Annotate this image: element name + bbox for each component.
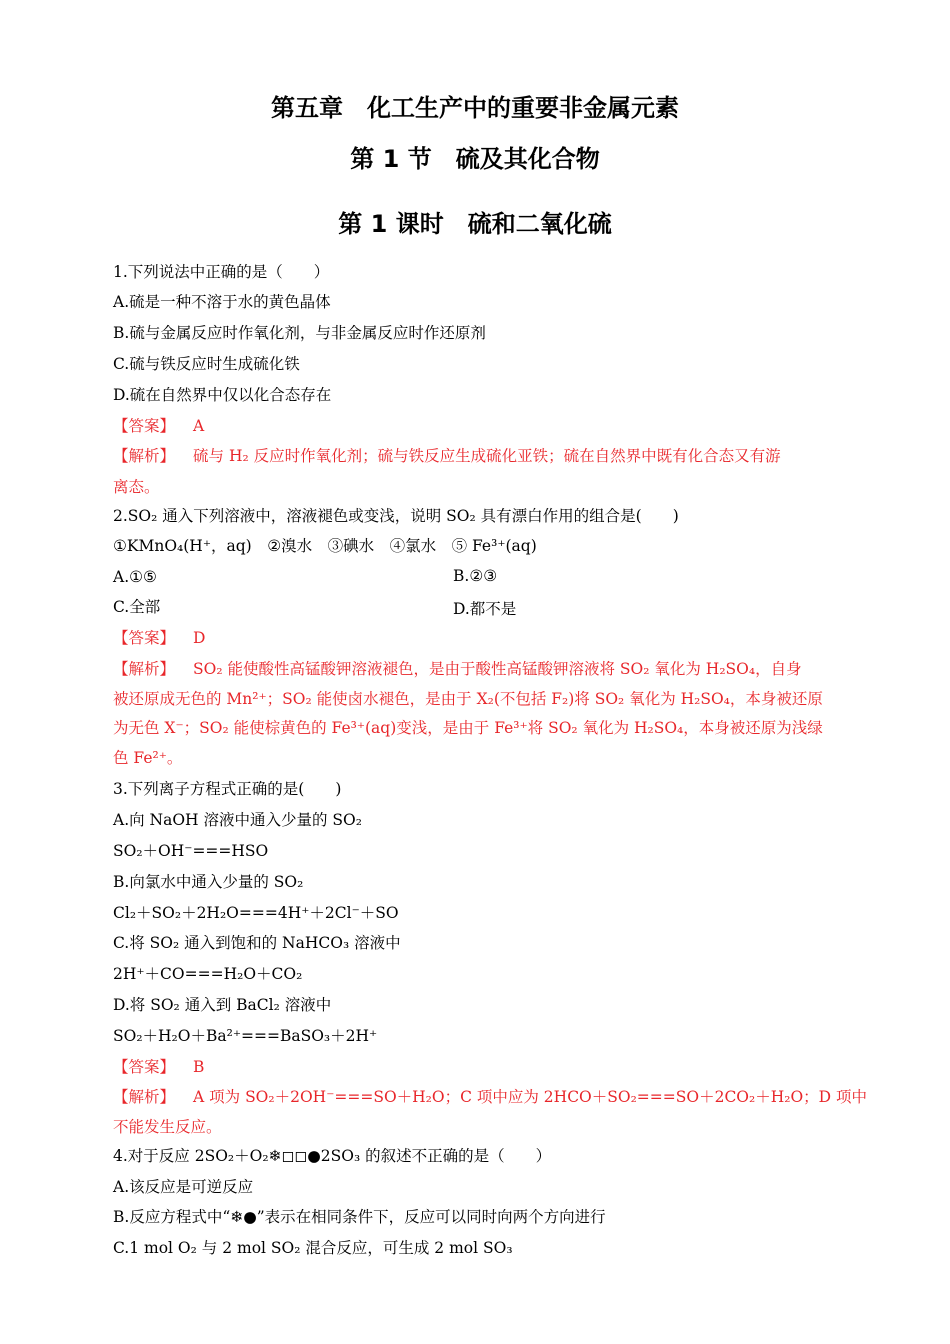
q2-option-d: D.都不是	[453, 600, 517, 618]
q2-stem: 2.SO₂ 通入下列溶液中，溶液褪色或变浅，说明 SO₂ 具有漂白作用的组合是( )	[113, 507, 679, 525]
q3-option-c: C.将 SO₂ 通入到饱和的 NaHCO₃ 溶液中	[113, 934, 401, 952]
q2-option-a: A.①⑤	[113, 568, 157, 586]
q1-option-d: D.硫在自然界中仅以化合态存在	[113, 386, 332, 404]
answer-label: 【答案】	[113, 1058, 176, 1076]
q1-answer	[113, 416, 204, 436]
q2-option-b: B.②③	[453, 567, 498, 585]
q3-equation-a: SO₂＋OH⁻===HSO	[113, 842, 269, 860]
analysis-label: 【解析】	[113, 447, 176, 465]
q4-stem: 4.对于反应 2SO₂＋O₂❄◻◻●2SO₃ 的叙述不正确的是（ ）	[113, 1147, 552, 1165]
q2-answer	[113, 628, 205, 648]
q3-option-a: A.向 NaOH 溶液中通入少量的 SO₂	[113, 811, 362, 829]
q4-option-b: B.反应方程式中“❄●”表示在相同条件下，反应可以同时向两个方向进行	[113, 1208, 606, 1226]
q1-option-c: C.硫与铁反应时生成硫化铁	[113, 355, 300, 373]
q2-answer-value: D	[193, 629, 206, 647]
q3-option-b: B.向氯水中通入少量的 SO₂	[113, 873, 304, 891]
q3-option-d: D.将 SO₂ 通入到 BaCl₂ 溶液中	[113, 996, 332, 1014]
q2-analysis-line-1	[113, 659, 802, 679]
q2-analysis-line-4: 色 Fe²⁺。	[113, 749, 183, 767]
q3-answer	[113, 1057, 204, 1077]
q2-options-list: ①KMnO₄(H⁺，aq) ②溴水 ③碘水 ④氯水 ⑤ Fe³⁺(aq)	[113, 537, 537, 555]
q2-option-c: C.全部	[113, 598, 161, 616]
q3-equation-b: Cl₂＋SO₂＋2H₂O===4H⁺＋2Cl⁻＋SO	[113, 904, 399, 922]
chapter-title: 第五章 化工生产中的重要非金属元素	[271, 94, 679, 122]
q3-analysis-line-1	[113, 1087, 867, 1107]
q2-analysis-text-1: SO₂ 能使酸性高锰酸钾溶液褪色，是由于酸性高锰酸钾溶液将 SO₂ 氧化为 H₂SO₄，自身	[193, 660, 802, 678]
q3-stem: 3.下列离子方程式正确的是( )	[113, 780, 342, 798]
q1-option-a: A.硫是一种不溶于水的黄色晶体	[113, 293, 331, 311]
lesson-title: 第 1 课时 硫和二氧化硫	[338, 210, 612, 238]
q4-option-c: C.1 mol O₂ 与 2 mol SO₂ 混合反应，可生成 2 mol SO₃	[113, 1239, 513, 1257]
q1-stem: 1.下列说法中正确的是（ ）	[113, 263, 330, 281]
q3-analysis-text-1: A 项为 SO₂＋2OH⁻===SO＋H₂O；C 项中应为 2HCO＋SO₂===SO＋2CO₂＋H₂O；D 项中	[193, 1088, 868, 1106]
q1-answer-value: A	[193, 417, 205, 435]
q3-equation-c: 2H⁺＋CO===H₂O＋CO₂	[113, 965, 303, 983]
answer-label: 【答案】	[113, 417, 176, 435]
q1-analysis-line-1	[113, 446, 781, 466]
q1-analysis-line-2: 离态。	[113, 478, 160, 496]
q3-analysis-line-2: 不能发生反应。	[113, 1118, 222, 1136]
section-title: 第 1 节 硫及其化合物	[350, 145, 600, 173]
q1-option-b: B.硫与金属反应时作氧化剂，与非金属反应时作还原剂	[113, 324, 486, 342]
q4-option-a: A.该反应是可逆反应	[113, 1178, 254, 1196]
q3-answer-value: B	[193, 1058, 205, 1076]
q1-analysis-text-1: 硫与 H₂ 反应时作氧化剂；硫与铁反应生成硫化亚铁；硫在自然界中既有化合态又有游	[193, 447, 781, 465]
answer-label: 【答案】	[113, 629, 176, 647]
q2-analysis-line-3: 为无色 X⁻；SO₂ 能使棕黄色的 Fe³⁺(aq)变浅，是由于 Fe³⁺将 SO₂ 氧化为 H₂SO₄，本身被还原为浅绿	[113, 719, 823, 737]
q2-analysis-line-2: 被还原成无色的 Mn²⁺；SO₂ 能使卤水褪色，是由于 X₂(不包括 F₂)将 SO₂ 氧化为 H₂SO₄，本身被还原	[113, 690, 823, 708]
analysis-label: 【解析】	[113, 1088, 176, 1106]
q3-equation-d: SO₂＋H₂O＋Ba²⁺===BaSO₃＋2H⁺	[113, 1027, 378, 1045]
analysis-label: 【解析】	[113, 660, 176, 678]
